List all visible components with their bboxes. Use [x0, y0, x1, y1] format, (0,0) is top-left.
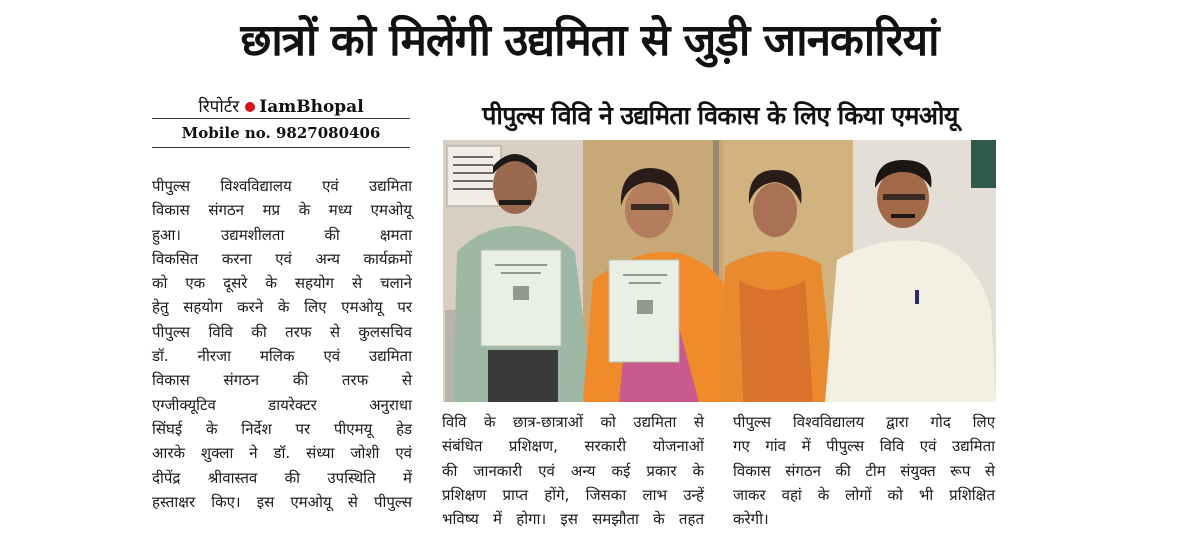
text-line: विकास संगठन मप्र के मध्य एमओयू: [152, 201, 412, 220]
text-line: को एक दूसरे के सहयोग से चलाने: [152, 274, 412, 293]
text-line: हस्ताक्षर किए। इस एमओयू से पीपुल्स: [152, 492, 412, 511]
divider: [152, 118, 410, 119]
text-line: संबंधित प्रशिक्षण, सरकारी योजनाओं: [442, 437, 704, 456]
text-line: हेतु सहयोग करने के लिए एमओयू पर: [152, 298, 412, 317]
article-column-1: [152, 174, 412, 514]
mobile-number: Mobile no. 9827080406: [181, 124, 381, 142]
text-line: की जानकारी एवं अन्य कई प्रकार के: [442, 461, 704, 480]
photo-illustration: [443, 140, 996, 402]
text-line: प्रशिक्षण प्राप्त होंगे, जिसका लाभ उन्हें: [442, 485, 704, 504]
text-line: पीपुल्स विश्वविद्यालय द्वारा गोद लिए: [733, 413, 995, 431]
text-line: विकास संगठन की तरफ से: [152, 371, 412, 390]
text-line: विकास संगठन की टीम संयुक्त रूप से: [733, 461, 995, 480]
news-photo: [443, 140, 996, 402]
text-line: विवि के छात्र-छात्राओं को उद्यमिता से: [442, 413, 704, 431]
text-line: करेगी।: [733, 510, 769, 529]
text-line: एग्जीक्यूटिव डायरेक्टर अनुराधा: [152, 395, 412, 414]
brand-name: IamBhopal: [259, 97, 364, 117]
text-line: विकसित करना एवं अन्य कार्यक्रमों: [152, 249, 412, 268]
text-line: सिंघई के निर्देश पर पीएमयू हेड: [152, 419, 412, 438]
text-line: भविष्य में होगा। इस समझौता के तहत: [442, 510, 704, 529]
divider: [152, 147, 410, 148]
reporter-label: रिपोर्टर: [198, 97, 240, 117]
text-line: डॉ. नीरजा मलिक एवं उद्यमिता: [152, 347, 412, 366]
text-line: दीपेंद्र श्रीवास्तव की उपस्थिति में: [152, 468, 412, 487]
subheadline: पीपुल्स विवि ने उद्यमिता विकास के लिए किया एमओयू: [482, 101, 958, 130]
text-line: पीपुल्स विश्वविद्यालय एवं उद्यमिता: [152, 177, 412, 195]
red-dot-icon: [245, 102, 255, 112]
text-line: पीपुल्स विवि की तरफ से कुलसचिव: [152, 322, 412, 341]
article-column-3: [733, 410, 995, 531]
text-line: जाकर वहां के लोगों को भी प्रशिक्षित: [733, 485, 995, 504]
text-line: हुआ। उद्यमशीलता की क्षमता: [152, 225, 412, 244]
text-line: गए गांव में पीपुल्स विवि एवं उद्यमिता: [733, 437, 995, 456]
text-line: आरके शुक्ला ने डॉ. संध्या जोशी एवं: [152, 444, 412, 463]
article-column-2: [442, 410, 704, 531]
byline: [152, 94, 410, 117]
headline: छात्रों को मिलेंगी उद्यमिता से जुड़ी जानकारियां: [240, 15, 939, 66]
